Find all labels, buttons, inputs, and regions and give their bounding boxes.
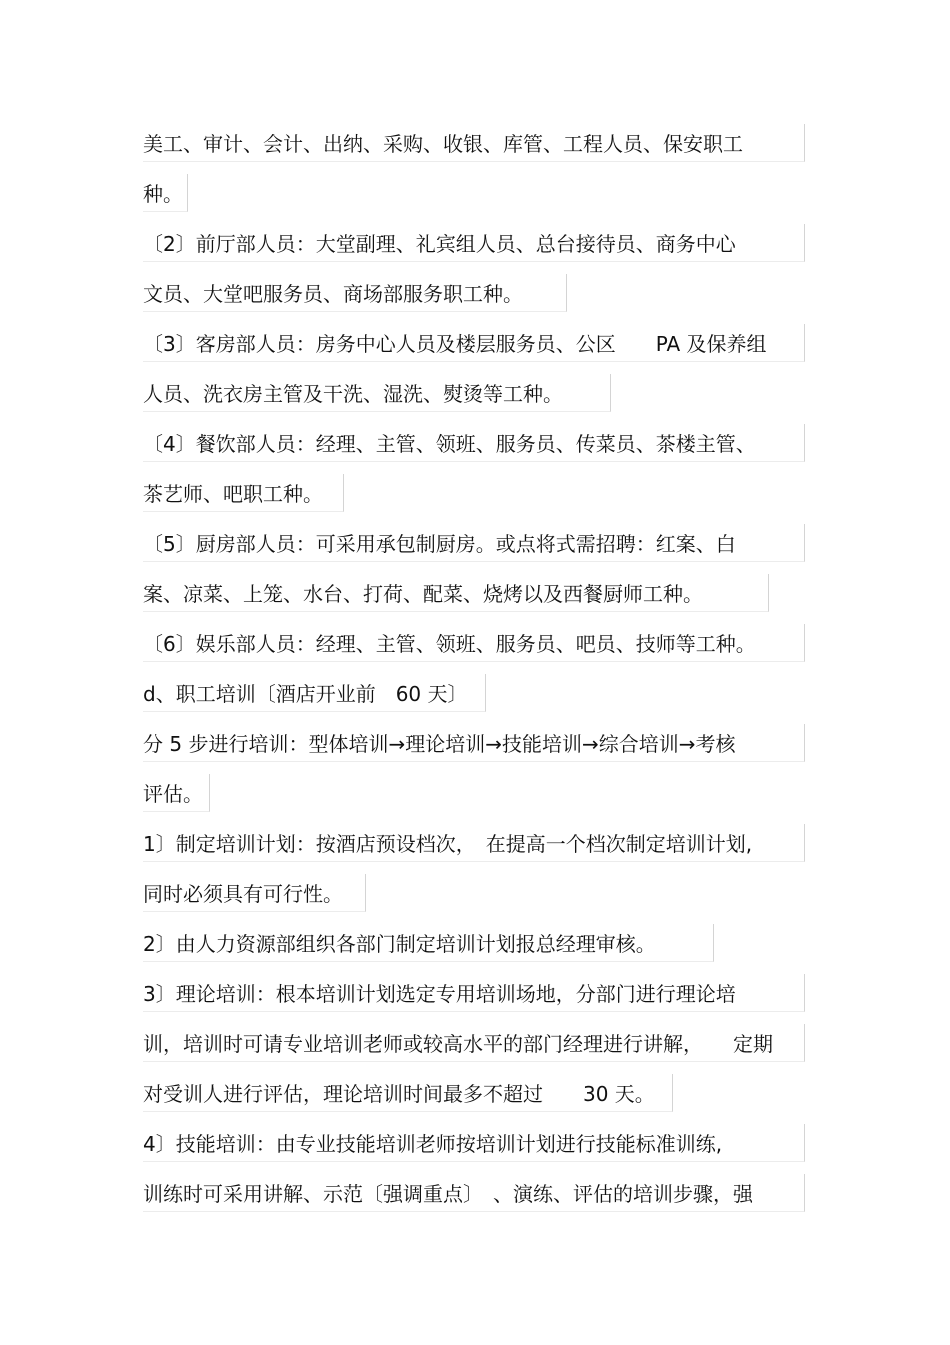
text-line: 2〕由人力资源部组织各部门制定培训计划报总经理审核。 <box>143 924 714 962</box>
text-line: 文员、大堂吧服务员、商场部服务职工种。 <box>143 274 567 312</box>
text-line: 茶艺师、吧职工种。 <box>143 474 344 512</box>
text-line: 〔6〕娱乐部人员：经理、主管、领班、服务员、吧员、技师等工种。 <box>143 624 805 662</box>
text-line: 〔4〕餐饮部人员：经理、主管、领班、服务员、传菜员、茶楼主管、 <box>143 424 805 462</box>
text-line: 种。 <box>143 174 188 212</box>
text-line: 评估。 <box>143 774 210 812</box>
text-line: 同时必须具有可行性。 <box>143 874 366 912</box>
text-line: 对受训人进行评估，理论培训时间最多不超过 30 天。 <box>143 1074 673 1112</box>
text-line: 美工、审计、会计、出纳、采购、收银、库管、工程人员、保安职工 <box>143 124 805 162</box>
text-line: 〔3〕客房部人员：房务中心人员及楼层服务员、公区 PA 及保养组 <box>143 324 805 362</box>
text-line: 〔5〕厨房部人员：可采用承包制厨房。或点将式需招聘：红案、白 <box>143 524 805 562</box>
text-line: 训练时可采用讲解、示范〔强调重点〕 、演练、评估的培训步骤，强 <box>143 1174 805 1212</box>
text-line: 案、凉菜、上笼、水台、打荷、配菜、烧烤以及西餐厨师工种。 <box>143 574 769 612</box>
text-line: 分 5 步进行培训：型体培训→理论培训→技能培训→综合培训→考核 <box>143 724 805 762</box>
text-line: 人员、洗衣房主管及干洗、湿洗、熨烫等工种。 <box>143 374 611 412</box>
text-line: 3〕理论培训：根本培训计划选定专用培训场地，分部门进行理论培 <box>143 974 805 1012</box>
text-line: 训，培训时可请专业培训老师或较高水平的部门经理进行讲解， 定期 <box>143 1024 805 1062</box>
section-heading: d、职工培训〔酒店开业前 60 天〕 <box>143 674 486 712</box>
text-line: 1〕制定培训计划：按酒店预设档次， 在提高一个档次制定培训计划, <box>143 824 805 862</box>
text-line: 〔2〕前厅部人员：大堂副理、礼宾组人员、总台接待员、商务中心 <box>143 224 805 262</box>
text-line: 4〕技能培训：由专业技能培训老师按培训计划进行技能标准训练, <box>143 1124 805 1162</box>
